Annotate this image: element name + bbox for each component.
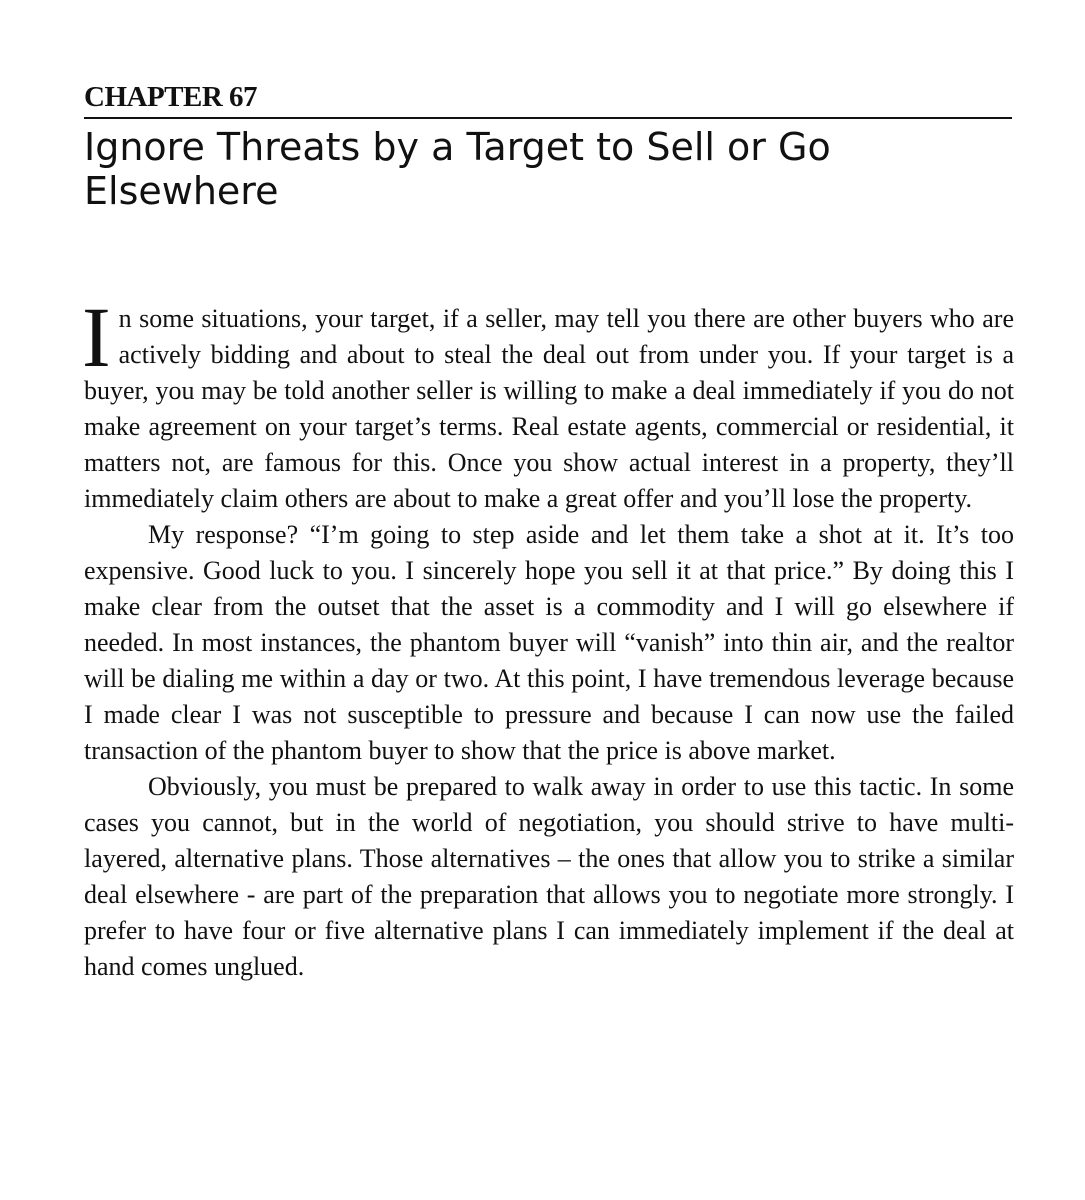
chapter-number: CHAPTER 67 — [84, 81, 258, 113]
paragraph-3: Obviously, you must be prepared to walk away in order to use this tactic. In some cases you cannot, but in the world of negotiation, you should strive to have multi-layered, alternative plans. Those alternatives – the ones that allow you to strike a similar deal elsewhere - are part of the preparation that allows you to negotiate more strongly. I prefer to have four or five alternative plans I can immediately implement if the deal at hand comes unglued. — [84, 772, 1014, 981]
drop-cap: I — [82, 289, 111, 385]
paragraph-1 — [82, 289, 1014, 517]
paragraph-2: My response? “I’m going to step aside and let them take a shot at it. It’s too expensive. Good luck to you. I sincerely hope you sell it at that price.” By doing this I make clear from the outset that the asset is a commodity and I will go elsewhere if needed. In most instances, the phantom buyer will “vanish” into thin air, and the realtor will be dialing me within a day or two. At this point, I have tremendous leverage because I made clear I was not susceptible to pressure and because I can now use the failed transaction of the phantom buyer to show that the price is above market. — [84, 520, 1014, 765]
paragraph-1-text: n some situations, your target, if a seller, may tell you there are other buyers who are actively bidding and about to steal the deal out from under you. If your target is a buyer, you may be told another seller is willing to make a deal immediately if you do not make agreement on your target’s terms. Real estate agents, commercial or residential, it matters not, are famous for this. Once you show actual interest in a property, they’ll immediately claim others are about to make a great offer and you’ll lose the property. — [84, 304, 1014, 513]
chapter-body — [82, 289, 1014, 985]
chapter-divider — [84, 117, 1012, 119]
chapter-title: Ignore Threats by a Target to Sell or Go Elsewhere — [84, 125, 831, 213]
book-page — [84, 80, 1014, 985]
